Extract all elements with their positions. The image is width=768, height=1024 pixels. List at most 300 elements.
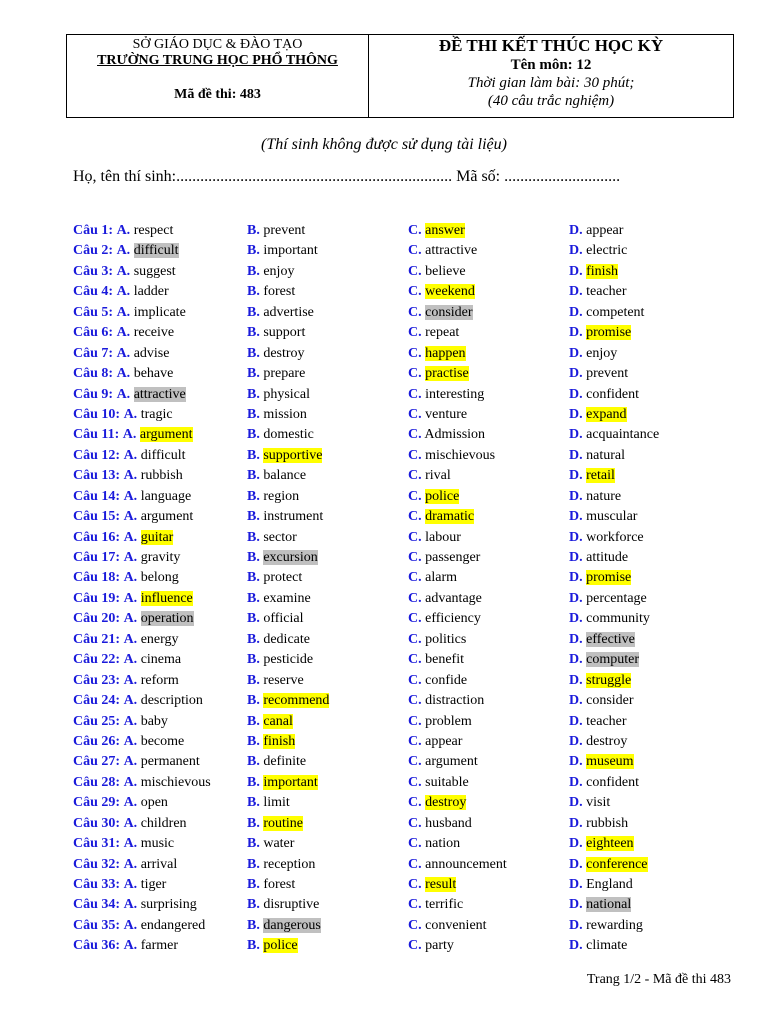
option-text: suggest <box>133 263 176 279</box>
answer-option <box>569 856 648 874</box>
answer-option <box>247 324 305 342</box>
option-letter: B. <box>247 447 260 463</box>
answer-option <box>569 406 627 424</box>
option-text: forest <box>263 284 296 300</box>
answer-option <box>408 406 467 424</box>
question-number: Câu 5: <box>73 304 114 320</box>
option-letter: B. <box>247 631 260 647</box>
option-text: finish <box>586 263 619 279</box>
option-letter: A. <box>123 877 138 892</box>
answer-option <box>408 856 507 874</box>
option-text: advantage <box>425 590 482 606</box>
option-text: enjoy <box>263 263 295 279</box>
option-letter: D. <box>569 877 583 892</box>
answer-option <box>247 263 294 281</box>
option-letter: D. <box>569 447 583 463</box>
option-text: announcement <box>425 856 507 872</box>
option-text: influence <box>140 590 193 606</box>
option-letter: D. <box>569 693 583 709</box>
question-number: Câu 11: <box>73 427 120 443</box>
option-letter: D. <box>569 427 583 443</box>
option-text: water <box>263 836 295 852</box>
option-letter: C. <box>408 550 422 565</box>
option-letter: A. <box>123 447 138 463</box>
option-letter: A. <box>123 509 138 525</box>
option-letter: A. <box>123 856 138 872</box>
option-letter: A. <box>123 488 138 504</box>
question-number: Câu 32: <box>73 856 121 872</box>
answer-option <box>569 917 643 935</box>
option-text: distraction <box>425 693 485 709</box>
option-text: destroy <box>425 795 467 811</box>
question-number: Câu 8: <box>73 366 114 382</box>
option-letter: B. <box>247 427 260 443</box>
answer-option <box>408 774 469 792</box>
option-letter: A. <box>123 836 138 852</box>
option-letter: C. <box>408 631 422 647</box>
answer-option <box>247 242 318 260</box>
answer-option <box>73 549 180 567</box>
question-row <box>73 733 733 753</box>
answer-option <box>569 713 627 731</box>
option-letter: D. <box>569 836 583 852</box>
answer-option <box>247 549 318 567</box>
option-text: conference <box>586 856 648 872</box>
answer-option <box>408 529 461 547</box>
option-letter: A. <box>123 733 138 749</box>
answer-option <box>408 753 478 771</box>
answer-option <box>569 508 637 526</box>
option-text: difficult <box>133 243 179 259</box>
option-text: alarm <box>425 570 457 586</box>
option-letter: B. <box>247 243 260 259</box>
option-letter: C. <box>408 611 422 627</box>
answer-option <box>73 406 173 424</box>
option-letter: B. <box>247 263 260 279</box>
option-letter: B. <box>247 856 260 872</box>
option-text: prepare <box>263 366 306 382</box>
option-letter: B. <box>247 406 260 422</box>
question-number: Câu 28: <box>73 774 121 790</box>
question-number: Câu 22: <box>73 652 121 668</box>
answer-option <box>569 529 644 547</box>
answer-option <box>569 488 621 506</box>
answer-option <box>73 651 181 669</box>
option-letter: C. <box>408 406 422 422</box>
option-text: nation <box>425 836 461 852</box>
option-text: sector <box>263 529 297 545</box>
answer-option <box>73 631 179 649</box>
answer-option <box>247 467 306 485</box>
answer-option <box>569 794 610 812</box>
option-text: examine <box>263 590 311 606</box>
option-letter: B. <box>247 774 260 790</box>
answer-option <box>569 631 635 649</box>
option-text: advise <box>133 345 170 361</box>
option-text: teacher <box>586 713 627 729</box>
option-letter: C. <box>408 856 422 872</box>
option-letter: D. <box>569 468 583 484</box>
answer-option <box>408 590 482 608</box>
option-text: consider <box>586 693 634 709</box>
answer-option <box>73 569 179 587</box>
answer-option <box>408 365 469 383</box>
question-number: Câu 33: <box>73 877 121 892</box>
option-text: national <box>586 897 632 913</box>
answer-option <box>73 876 166 894</box>
option-letter: D. <box>569 488 583 504</box>
answer-option <box>569 222 623 240</box>
answer-option <box>408 569 457 587</box>
option-letter: C. <box>408 815 422 831</box>
answer-option <box>73 222 173 240</box>
question-row <box>73 242 733 262</box>
option-letter: B. <box>247 836 260 852</box>
question-number: Câu 26: <box>73 733 121 749</box>
option-letter: A. <box>123 406 138 422</box>
option-letter: C. <box>408 509 422 525</box>
option-text: rubbish <box>140 468 183 484</box>
question-row <box>73 222 733 242</box>
option-letter: C. <box>408 693 422 709</box>
option-text: attitude <box>586 550 629 565</box>
option-text: forest <box>263 877 296 892</box>
option-letter: B. <box>247 611 260 627</box>
answer-option <box>73 794 168 812</box>
answer-option <box>408 345 466 363</box>
question-number: Câu 20: <box>73 611 121 627</box>
answer-option <box>73 324 174 342</box>
option-letter: A. <box>123 570 138 586</box>
answer-option <box>73 467 183 485</box>
option-text: reserve <box>263 672 304 688</box>
option-letter: A. <box>123 917 138 933</box>
option-text: balance <box>263 468 307 484</box>
option-letter: B. <box>247 570 260 586</box>
option-letter: D. <box>569 631 583 647</box>
option-text: prevent <box>586 366 629 382</box>
option-text: dangerous <box>263 917 321 933</box>
option-text: dramatic <box>425 509 475 525</box>
option-text: behave <box>133 366 174 382</box>
option-text: acquaintance <box>586 427 660 443</box>
option-text: passenger <box>425 550 481 565</box>
option-letter: D. <box>569 938 583 954</box>
answer-option <box>247 753 306 771</box>
answer-option <box>73 426 193 444</box>
answer-option <box>569 835 634 853</box>
option-letter: A. <box>123 897 138 913</box>
option-letter: D. <box>569 754 583 770</box>
option-text: prevent <box>263 223 306 238</box>
option-letter: B. <box>247 509 260 525</box>
option-text: natural <box>586 447 625 463</box>
option-text: gravity <box>140 550 181 565</box>
question-row <box>73 345 733 365</box>
answer-option <box>408 549 480 567</box>
answer-option <box>569 283 627 301</box>
answer-option <box>569 774 639 792</box>
option-letter: B. <box>247 938 260 954</box>
option-letter: D. <box>569 243 583 259</box>
option-text: community <box>586 611 650 627</box>
answer-option <box>247 917 321 935</box>
option-text: argument <box>425 754 478 770</box>
question-row <box>73 815 733 835</box>
option-letter: C. <box>408 263 422 279</box>
exam-subject: Tên môn: 12 <box>510 57 592 73</box>
question-row <box>73 753 733 773</box>
option-letter: B. <box>247 325 260 341</box>
option-letter: C. <box>408 468 422 484</box>
option-letter: C. <box>408 284 422 300</box>
option-text: nature <box>586 488 622 504</box>
question-count: (40 câu trắc nghiệm) <box>487 93 615 109</box>
answer-option <box>408 672 467 690</box>
option-text: repeat <box>425 325 460 341</box>
answer-option <box>247 304 314 322</box>
option-letter: B. <box>247 304 260 320</box>
answer-option <box>408 222 465 240</box>
answer-option <box>569 590 647 608</box>
answer-option <box>247 794 290 812</box>
answer-option <box>73 815 187 833</box>
option-letter: B. <box>247 693 260 709</box>
answer-option <box>569 569 631 587</box>
option-text: open <box>140 795 168 811</box>
answer-option <box>408 304 473 322</box>
question-row <box>73 835 733 855</box>
question-number: Câu 19: <box>73 590 121 606</box>
option-text: police <box>425 488 460 504</box>
option-text: answer <box>425 223 465 238</box>
option-letter: C. <box>408 243 422 259</box>
option-letter: A. <box>116 304 131 320</box>
exam-code: Mã đề thi: 483 <box>174 87 261 102</box>
option-text: rubbish <box>586 815 629 831</box>
question-number: Câu 4: <box>73 284 114 300</box>
option-text: percentage <box>586 590 647 606</box>
option-letter: B. <box>247 223 260 238</box>
option-text: destroy <box>263 345 305 361</box>
option-text: belong <box>140 570 179 586</box>
option-text: teacher <box>586 284 627 300</box>
answer-option <box>247 386 310 404</box>
option-text: benefit <box>425 652 464 668</box>
option-text: important <box>263 774 318 790</box>
question-number: Câu 35: <box>73 917 121 933</box>
question-number: Câu 23: <box>73 672 121 688</box>
answer-option <box>247 856 315 874</box>
option-text: permanent <box>140 754 200 770</box>
answer-option <box>247 651 313 669</box>
question-row <box>73 610 733 630</box>
question-row <box>73 263 733 283</box>
answer-option <box>73 365 173 383</box>
question-number: Câu 30: <box>73 815 121 831</box>
question-row <box>73 508 733 528</box>
option-text: finish <box>263 733 296 749</box>
option-letter: C. <box>408 877 422 892</box>
answer-option <box>73 488 191 506</box>
answer-option <box>247 692 329 710</box>
option-text: party <box>425 938 454 954</box>
option-text: destroy <box>586 733 628 749</box>
question-row <box>73 488 733 508</box>
option-text: efficiency <box>425 611 481 627</box>
option-text: advertise <box>263 304 314 320</box>
option-letter: D. <box>569 406 583 422</box>
answer-option <box>408 488 459 506</box>
option-text: recommend <box>263 693 330 709</box>
question-row <box>73 549 733 569</box>
option-letter: D. <box>569 529 583 545</box>
option-text: convenient <box>425 917 487 933</box>
exam-note: (Thí sinh không được sử dụng tài liệu) <box>261 136 507 153</box>
option-letter: A. <box>116 243 131 259</box>
question-row <box>73 406 733 426</box>
option-letter: A. <box>123 754 138 770</box>
question-row <box>73 467 733 487</box>
answer-option <box>408 896 463 914</box>
option-text: promise <box>586 325 632 341</box>
option-text: physical <box>263 386 310 402</box>
answer-option <box>569 263 618 281</box>
option-text: cinema <box>140 652 182 668</box>
answer-option <box>73 263 176 281</box>
option-text: workforce <box>586 529 644 545</box>
option-text: implicate <box>133 304 186 320</box>
option-letter: A. <box>116 345 131 361</box>
answer-option <box>408 263 466 281</box>
question-row <box>73 386 733 406</box>
question-number: Câu 15: <box>73 509 121 525</box>
option-letter: C. <box>408 897 422 913</box>
option-text: Admission <box>424 427 486 443</box>
option-letter: C. <box>408 917 422 933</box>
option-letter: A. <box>123 529 138 545</box>
option-letter: D. <box>569 856 583 872</box>
option-text: baby <box>140 713 168 729</box>
answer-option <box>569 672 631 690</box>
question-number: Câu 1: <box>73 223 114 238</box>
answer-option <box>73 529 173 547</box>
answer-option <box>73 713 168 731</box>
option-text: guitar <box>140 529 174 545</box>
answer-option <box>73 447 186 465</box>
answer-option <box>247 733 295 751</box>
option-text: electric <box>586 243 628 259</box>
answer-option <box>247 896 319 914</box>
answer-option <box>73 508 193 526</box>
question-row <box>73 876 733 896</box>
answer-option <box>408 242 477 260</box>
question-number: Câu 13: <box>73 468 121 484</box>
option-text: interesting <box>425 386 485 402</box>
option-letter: B. <box>247 795 260 811</box>
answer-option <box>408 467 451 485</box>
question-row <box>73 794 733 814</box>
option-letter: C. <box>408 325 422 341</box>
option-text: important <box>263 243 318 259</box>
option-text: reception <box>263 856 316 872</box>
question-row <box>73 365 733 385</box>
option-letter: C. <box>408 754 422 770</box>
answer-option <box>569 467 615 485</box>
option-letter: D. <box>569 550 583 565</box>
option-letter: D. <box>569 652 583 668</box>
option-letter: B. <box>247 917 260 933</box>
option-text: energy <box>140 631 179 647</box>
option-text: expand <box>586 406 627 422</box>
answer-option <box>73 835 174 853</box>
answer-option <box>569 549 628 567</box>
option-text: computer <box>586 652 639 668</box>
option-letter: A. <box>116 223 131 238</box>
option-text: instrument <box>263 509 324 525</box>
option-letter: A. <box>116 366 131 382</box>
option-text: police <box>263 938 298 954</box>
option-letter: B. <box>247 754 260 770</box>
option-text: rewarding <box>586 917 643 933</box>
answer-option <box>247 774 318 792</box>
option-letter: A. <box>123 652 138 668</box>
answer-option <box>73 672 179 690</box>
answer-option <box>73 856 177 874</box>
option-text: ladder <box>133 284 169 300</box>
option-letter: B. <box>247 733 260 749</box>
answer-option <box>408 631 466 649</box>
answer-option <box>569 876 633 894</box>
answer-option <box>73 692 203 710</box>
option-text: surprising <box>140 897 197 913</box>
option-text: enjoy <box>586 345 618 361</box>
option-letter: C. <box>408 570 422 586</box>
answer-option <box>247 569 302 587</box>
answer-option <box>408 815 472 833</box>
option-text: domestic <box>263 427 314 443</box>
option-letter: B. <box>247 713 260 729</box>
option-letter: D. <box>569 366 583 382</box>
option-text: England <box>586 877 633 892</box>
answer-option <box>247 937 298 955</box>
option-text: tiger <box>140 877 167 892</box>
question-row <box>73 713 733 733</box>
option-letter: C. <box>408 713 422 729</box>
option-letter: A. <box>123 693 138 709</box>
question-number: Câu 14: <box>73 488 121 504</box>
option-letter: D. <box>569 917 583 933</box>
answer-option <box>408 876 456 894</box>
answer-option <box>408 610 481 628</box>
option-text: language <box>140 488 192 504</box>
question-row <box>73 917 733 937</box>
answer-option <box>408 713 472 731</box>
option-letter: D. <box>569 284 583 300</box>
option-letter: D. <box>569 386 583 402</box>
answer-option <box>73 242 179 260</box>
option-text: happen <box>425 345 466 361</box>
answer-option <box>569 242 627 260</box>
option-text: problem <box>425 713 472 729</box>
option-text: venture <box>425 406 468 422</box>
option-letter: B. <box>247 366 260 382</box>
option-letter: B. <box>247 550 260 565</box>
option-text: limit <box>263 795 290 811</box>
option-letter: D. <box>569 345 583 361</box>
option-letter: D. <box>569 897 583 913</box>
option-letter: A. <box>123 795 138 811</box>
